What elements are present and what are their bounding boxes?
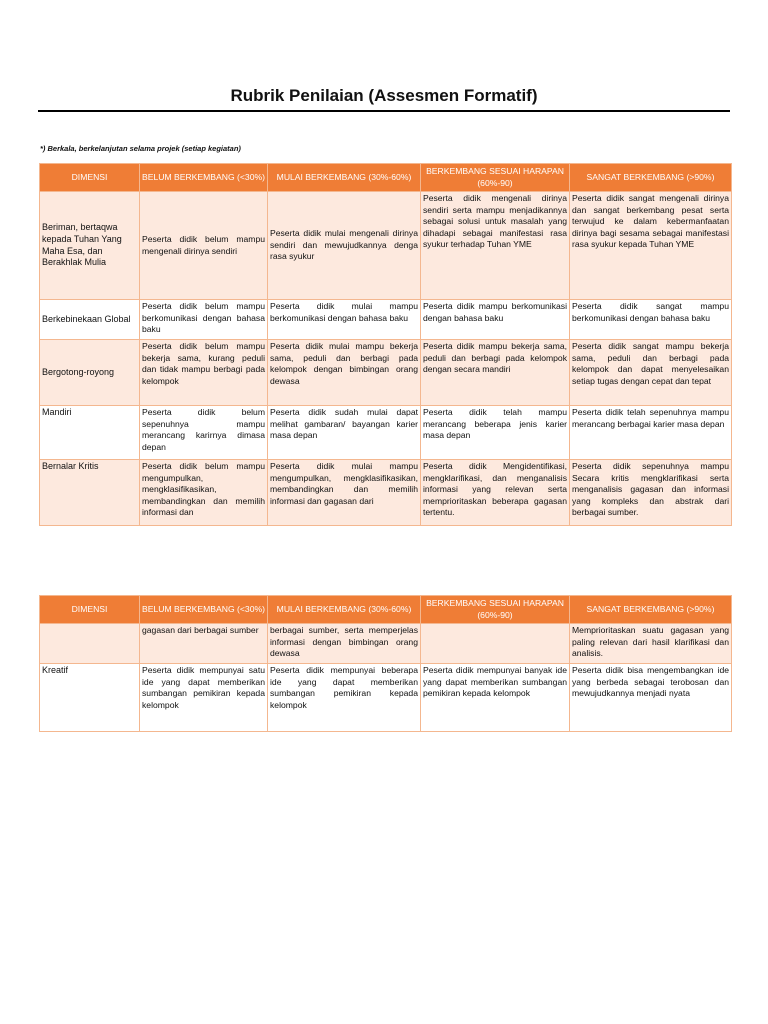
rubric-cell: Peserta didik mengenali dirinya sendiri serta mampu menjadikannya sebagai solusi untuk masalah yang dihadapi sebagai manifestasi rasa syukur terhadap Tuhan YME <box>421 192 570 300</box>
dimension-cell: Bernalar Kritis <box>40 460 140 526</box>
page-title: Rubrik Penilaian (Assesmen Formatif) <box>230 86 538 105</box>
header-belum-berkembang: BELUM BERKEMBANG (<30%) <box>140 596 268 624</box>
rubric-cell: Peserta didik sangat mengenali dirinya dan sangat berkembang pesat serta terwujud ke dalam kebermanfaatan dirinya bagi sesama sebagai manifestasi rasa syukur kepada Tuhan YME <box>570 192 732 300</box>
dimension-cell: Mandiri <box>40 406 140 460</box>
rubric-cell <box>421 624 570 664</box>
rubric-cell: Peserta didik Mengidentifikasi, mengklarifikasi, dan menganalisis informasi yang relevan serta memprioritaskan beberapa gagasan tertentu. <box>421 460 570 526</box>
header-mulai-berkembang: MULAI BERKEMBANG (30%-60%) <box>268 164 421 192</box>
rubric-cell: Peserta didik mampu bekerja sama, peduli dan berbagi pada kelompok dengan secara mandiri <box>421 340 570 406</box>
footnote: *) Berkala, berkelanjutan selama projek (setiap kegiatan) <box>40 144 241 153</box>
rubric-cell: Peserta didik belum mampu mengenali dirinya sendiri <box>140 192 268 300</box>
header-dimensi: DIMENSI <box>40 164 140 192</box>
rubric-cell: Peserta didik sudah mulai dapat melihat gambaran/ bayangan karier masa depan <box>268 406 421 460</box>
table-row <box>40 300 732 340</box>
rubric-cell: Peserta didik bisa mengembangkan ide yang berbeda sebagai terobosan dan mewujudkannya menjadi nyata <box>570 664 732 732</box>
rubric-cell: Peserta didik mulai mampu bekerja sama, peduli dan berbagi pada kelompok dengan bimbingan orang dewasa <box>268 340 421 406</box>
rubric-cell: Peserta didik sangat mampu berkomunikasi dengan bahasa baku <box>570 300 732 340</box>
dimension-cell: Berkebinekaan Global <box>40 300 140 340</box>
rubric-cell: Peserta didik belum sepenuhnya mampu merancang karirnya dimasa depan <box>140 406 268 460</box>
rubric-cell: Peserta didik mulai mampu mengumpulkan, mengklasifikasikan, membandingkan dan memilih informasi dan gagasan dari <box>268 460 421 526</box>
rubric-cell: gagasan dari berbagai sumber <box>140 624 268 664</box>
dimension-cell: Beriman, bertaqwa kepada Tuhan Yang Maha Esa, dan Berakhlak Mulia <box>40 192 140 300</box>
rubric-table-1 <box>39 163 732 526</box>
header-sangat-berkembang: SANGAT BERKEMBANG (>90%) <box>570 596 732 624</box>
rubric-cell: berbagai sumber, serta memperjelas informasi dengan bimbingan orang dewasa <box>268 624 421 664</box>
rubric-cell: Peserta didik belum mampu bekerja sama, kurang peduli dan tidak mampu berbagi pada kelompok <box>140 340 268 406</box>
rubric-cell: Peserta didik mampu berkomunikasi dengan bahasa baku <box>421 300 570 340</box>
header-mulai-berkembang: MULAI BERKEMBANG (30%-60%) <box>268 596 421 624</box>
rubric-cell: Memprioritaskan suatu gagasan yang paling relevan dari hasil klarifikasi dan analisis. <box>570 624 732 664</box>
rubric-cell: Peserta didik sangat mampu bekerja sama, peduli dan berbagi pada kelompok dan dapat menyelesaikan setiap tugas dengan cepat dan tepat <box>570 340 732 406</box>
dimension-cell <box>40 624 140 664</box>
header-dimensi: DIMENSI <box>40 596 140 624</box>
header-belum-berkembang: BELUM BERKEMBANG (<30%) <box>140 164 268 192</box>
table-row <box>40 460 732 526</box>
header-berkembang-sesuai-harapan: BERKEMBANG SESUAI HARAPAN (60%-90) <box>421 596 570 624</box>
header-row <box>40 164 732 192</box>
rubric-cell: Peserta didik mulai mampu berkomunikasi dengan bahasa baku <box>268 300 421 340</box>
dimension-cell: Kreatif <box>40 664 140 732</box>
dimension-cell: Bergotong-royong <box>40 340 140 406</box>
header-berkembang-sesuai-harapan: BERKEMBANG SESUAI HARAPAN (60%-90) <box>421 164 570 192</box>
rubric-cell: Peserta didik mempunyai beberapa ide yang dapat memberikan sumbangan pemikiran kepada kelompok <box>268 664 421 732</box>
rubric-cell: Peserta didik mempunyai banyak ide yang dapat memberikan sumbangan pemikiran kepada kelompok <box>421 664 570 732</box>
table-row <box>40 192 732 300</box>
header-sangat-berkembang: SANGAT BERKEMBANG (>90%) <box>570 164 732 192</box>
rubric-cell: Peserta didik mempunyai satu ide yang dapat memberikan sumbangan pemikiran kepada kelompok <box>140 664 268 732</box>
rubric-cell: Peserta didik telah sepenuhnya mampu merancang berbagai karier masa depan <box>570 406 732 460</box>
table-row <box>40 340 732 406</box>
rubric-cell: Peserta didik telah mampu merancang beberapa jenis karier masa depan <box>421 406 570 460</box>
header-row <box>40 596 732 624</box>
rubric-cell: Peserta didik sepenuhnya mampu Secara kritis mengklarifikasi serta menganalisis gagasan dan informasi yang kompleks dan abstrak dari berbagai sumber. <box>570 460 732 526</box>
table-row <box>40 664 732 732</box>
rubric-cell: Peserta didik belum mampu berkomunikasi dengan bahasa baku <box>140 300 268 340</box>
rubric-table-2 <box>39 595 732 732</box>
table-row <box>40 406 732 460</box>
rubric-cell: Peserta didik belum mampu mengumpulkan, mengklasifikasikan, membandingkan dan memilih informasi dan <box>140 460 268 526</box>
rubric-cell: Peserta didik mulai mengenali dirinya sendiri dan mewujudkannya denga rasa syukur <box>268 192 421 300</box>
table-row <box>40 624 732 664</box>
title-divider <box>38 110 730 112</box>
